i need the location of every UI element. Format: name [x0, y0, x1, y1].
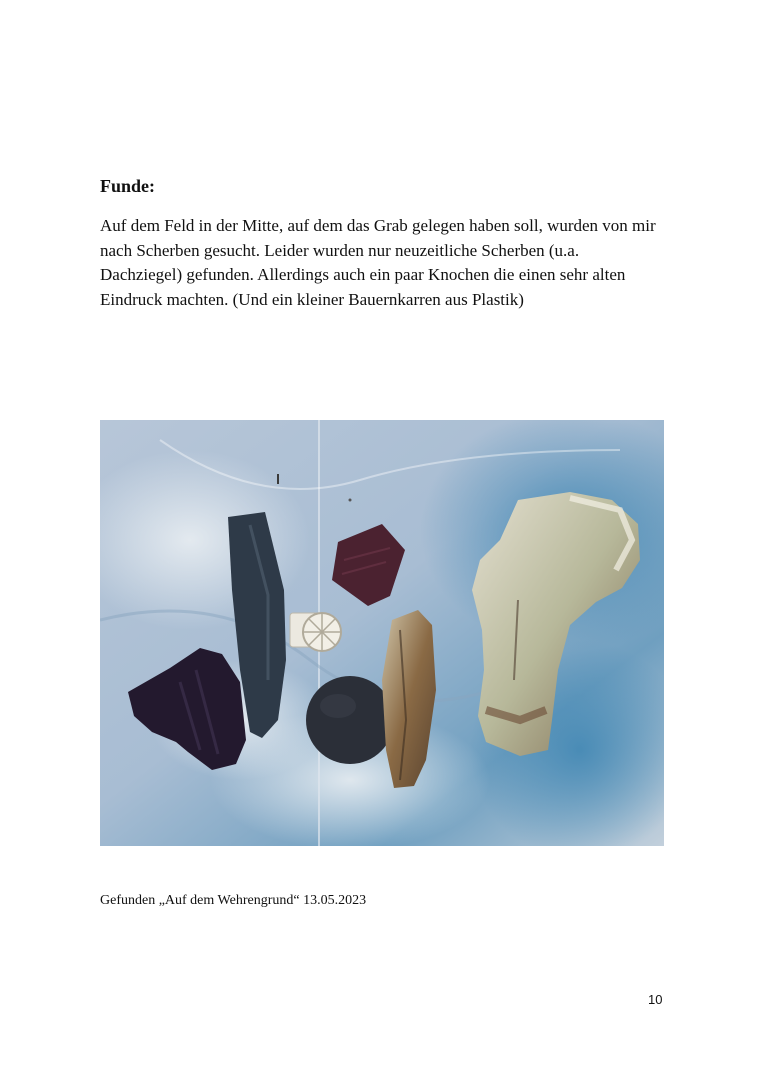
- page-number: 10: [648, 992, 663, 1007]
- photo-caption: Gefunden „Auf dem Wehrengrund“ 13.05.2023: [100, 893, 367, 908]
- body-paragraph: Auf dem Feld in der Mitte, auf dem das Grab gelegen haben soll, wurden von mir nach Scherben gesucht. Leider wurden nur neuzeitliche Scherben (u.a. Dachziegel) gefunden. Allerdings auch ein paar Knochen die einen sehr alten Eindruck machten. (Und ein kleiner Bauernkarren aus Plastik): [100, 216, 656, 309]
- finds-photo-illustration: [100, 420, 664, 846]
- section-heading: Funde:: [100, 176, 156, 196]
- finds-photo: [100, 420, 664, 846]
